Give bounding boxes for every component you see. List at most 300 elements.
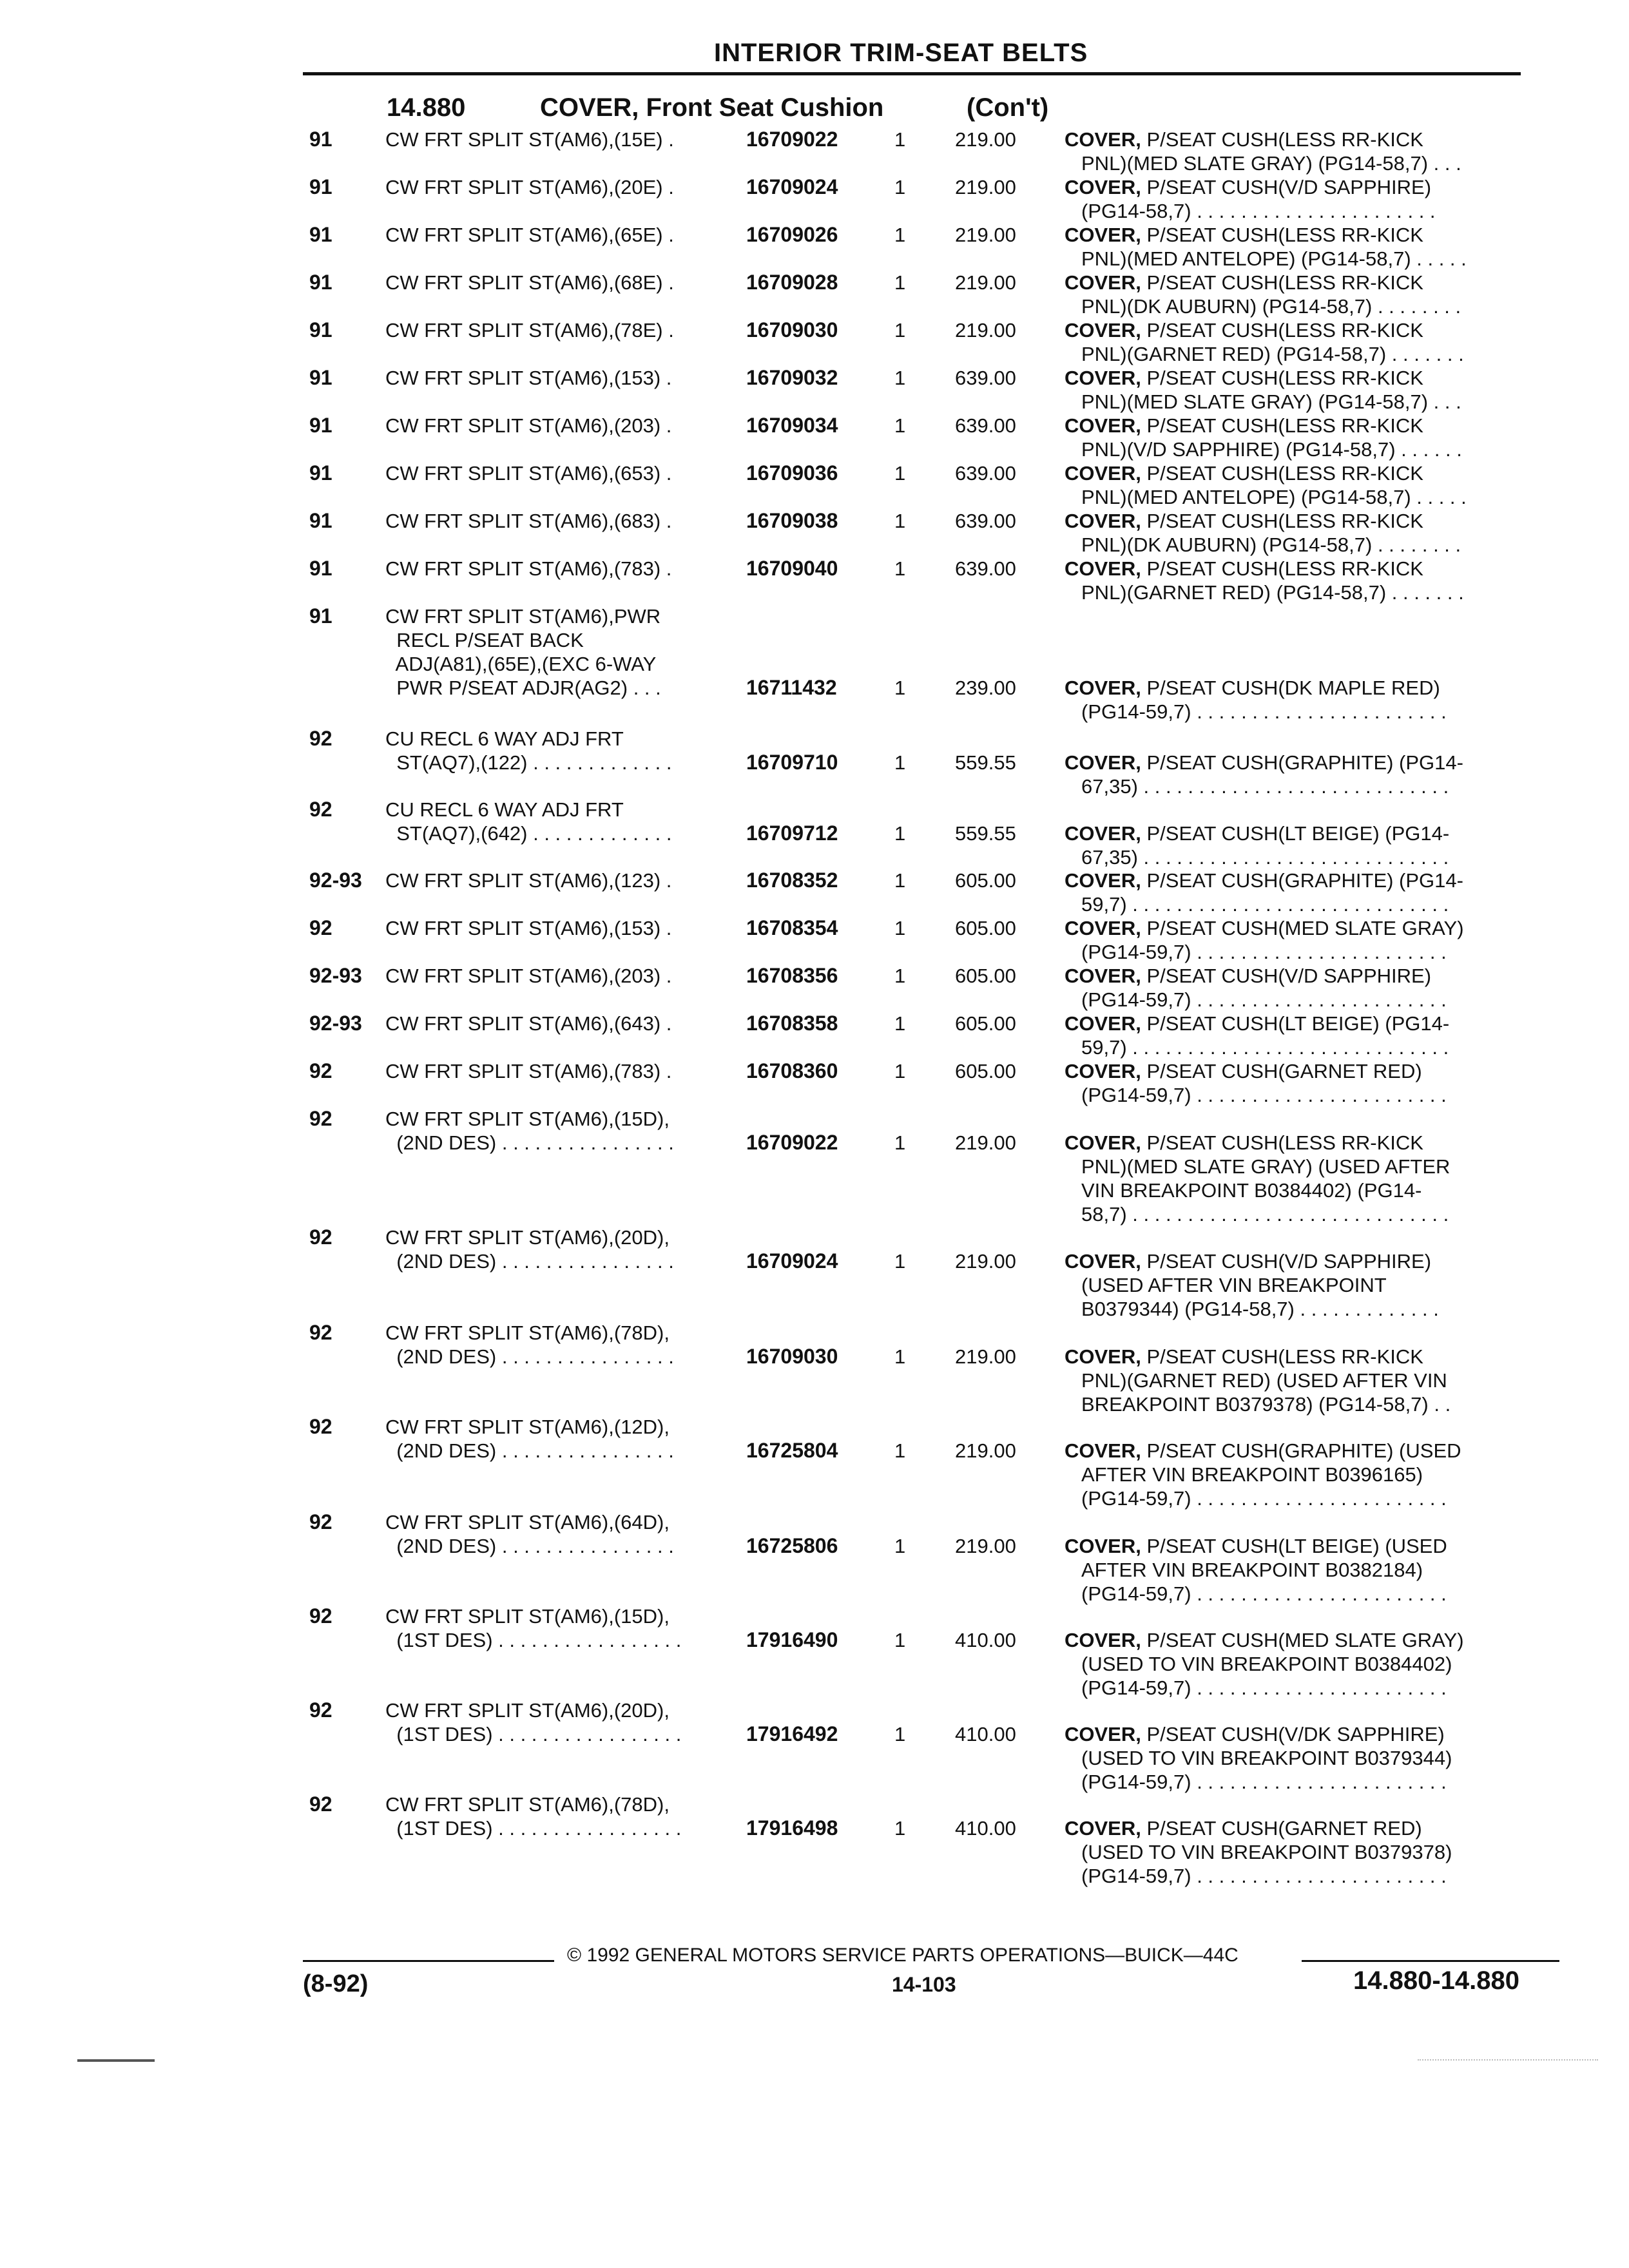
description-lead: COVER, bbox=[1065, 271, 1141, 294]
usage-line: CW FRT SPLIT ST(AM6),(643) . bbox=[385, 1012, 672, 1035]
usage-line: CW FRT SPLIT ST(AM6),(783) . bbox=[385, 1060, 672, 1082]
description-line bbox=[1065, 869, 1528, 892]
price: 239.00 bbox=[955, 677, 1016, 699]
description-line: PNL)(DK AUBURN) (PG14-58,7) . . . . . . . . bbox=[1081, 295, 1461, 318]
description-text: P/SEAT CUSH(LESS RR-KICK bbox=[1146, 414, 1423, 437]
part-description bbox=[1065, 1534, 1528, 1606]
description-line bbox=[1065, 1249, 1528, 1273]
ref-number: 91 bbox=[309, 366, 333, 389]
ref-number: 92 bbox=[309, 1415, 333, 1438]
usage-line: (1ST DES) . . . . . . . . . . . . . . . . . bbox=[385, 1629, 682, 1651]
price: 219.00 bbox=[955, 128, 1016, 151]
usage-line: CW FRT SPLIT ST(AM6),(653) . bbox=[385, 462, 672, 485]
description-line: (PG14-59,7) . . . . . . . . . . . . . . . . . . . . . . . bbox=[1081, 1582, 1447, 1605]
footer-divider-left bbox=[303, 1960, 554, 1962]
description-text: P/SEAT CUSH(LESS RR-KICK bbox=[1146, 510, 1423, 532]
usage-line: (2ND DES) . . . . . . . . . . . . . . . . bbox=[385, 1535, 674, 1557]
usage-line: CW FRT SPLIT ST(AM6),(153) . bbox=[385, 367, 672, 389]
description-line bbox=[1065, 557, 1528, 581]
description-line bbox=[1065, 509, 1528, 533]
description-text: P/SEAT CUSH(GRAPHITE) (USED bbox=[1146, 1439, 1461, 1462]
part-usage bbox=[385, 414, 746, 437]
footer-divider-right bbox=[1302, 1960, 1559, 1962]
description-line: (USED TO VIN BREAKPOINT B0384402) bbox=[1081, 1653, 1452, 1675]
quantity: 1 bbox=[894, 414, 906, 437]
ref-number: 91 bbox=[309, 223, 333, 246]
price: 410.00 bbox=[955, 1723, 1016, 1745]
part-usage bbox=[385, 916, 746, 940]
description-lead: COVER, bbox=[1065, 822, 1141, 845]
part-usage bbox=[385, 1604, 746, 1652]
price: 219.00 bbox=[955, 176, 1016, 198]
price: 219.00 bbox=[955, 271, 1016, 294]
description-line: PNL)(GARNET RED) (PG14-58,7) . . . . . . . bbox=[1081, 581, 1464, 604]
description-lead: COVER, bbox=[1065, 1629, 1141, 1651]
description-line: 67,35) . . . . . . . . . . . . . . . . . . . . . . . . . . . . bbox=[1081, 775, 1449, 798]
part-usage bbox=[385, 509, 746, 533]
quantity: 1 bbox=[894, 510, 906, 532]
usage-line: CW FRT SPLIT ST(AM6),(153) . bbox=[385, 917, 672, 939]
price: 219.00 bbox=[955, 1345, 1016, 1368]
description-line bbox=[1065, 822, 1528, 845]
ref-number: 91 bbox=[309, 318, 333, 341]
quantity: 1 bbox=[894, 1535, 906, 1557]
part-usage bbox=[385, 1510, 746, 1558]
price: 639.00 bbox=[955, 557, 1016, 580]
quantity: 1 bbox=[894, 319, 906, 341]
part-number: 17916492 bbox=[746, 1722, 838, 1745]
description-line: PNL)(MED SLATE GRAY) (USED AFTER bbox=[1081, 1155, 1451, 1178]
part-number: 16709028 bbox=[746, 271, 838, 294]
description-text: P/SEAT CUSH(DK MAPLE RED) bbox=[1146, 677, 1440, 699]
usage-line: CW FRT SPLIT ST(AM6),(203) . bbox=[385, 414, 672, 437]
part-usage bbox=[385, 1321, 746, 1369]
description-text: P/SEAT CUSH(GRAPHITE) (PG14- bbox=[1146, 751, 1463, 774]
part-description bbox=[1065, 822, 1528, 869]
part-description bbox=[1065, 128, 1528, 175]
description-line bbox=[1065, 1628, 1528, 1652]
part-usage bbox=[385, 1059, 746, 1083]
description-lead: COVER, bbox=[1065, 965, 1141, 987]
usage-line: ST(AQ7),(642) . . . . . . . . . . . . . bbox=[385, 822, 672, 845]
description-line bbox=[1065, 1131, 1528, 1155]
description-line: PNL)(GARNET RED) (PG14-58,7) . . . . . . . bbox=[1081, 343, 1464, 365]
description-lead: COVER, bbox=[1065, 1345, 1141, 1368]
usage-line: CW FRT SPLIT ST(AM6),(123) . bbox=[385, 869, 672, 892]
quantity: 1 bbox=[894, 869, 906, 892]
usage-line: CW FRT SPLIT ST(AM6),(15D), bbox=[385, 1605, 670, 1628]
description-line: BREAKPOINT B0379378) (PG14-58,7) . . bbox=[1081, 1393, 1451, 1416]
ref-number: 92 bbox=[309, 1792, 333, 1816]
usage-line: CW FRT SPLIT ST(AM6),PWR bbox=[385, 605, 661, 628]
description-lead: COVER, bbox=[1065, 869, 1141, 892]
usage-line: (2ND DES) . . . . . . . . . . . . . . . . bbox=[385, 1131, 674, 1154]
price: 410.00 bbox=[955, 1817, 1016, 1840]
part-description bbox=[1065, 916, 1528, 964]
quantity: 1 bbox=[894, 822, 906, 845]
description-line: (PG14-59,7) . . . . . . . . . . . . . . . . . . . . . . . bbox=[1081, 1084, 1447, 1106]
quantity: 1 bbox=[894, 1629, 906, 1651]
description-lead: COVER, bbox=[1065, 1250, 1141, 1273]
part-description bbox=[1065, 1249, 1528, 1321]
description-line bbox=[1065, 1012, 1528, 1035]
description-line bbox=[1065, 1439, 1528, 1463]
usage-line: CW FRT SPLIT ST(AM6),(20E) . bbox=[385, 176, 674, 198]
description-text: P/SEAT CUSH(LESS RR-KICK bbox=[1146, 271, 1423, 294]
quantity: 1 bbox=[894, 917, 906, 939]
quantity: 1 bbox=[894, 1060, 906, 1082]
part-number: 16708358 bbox=[746, 1012, 838, 1035]
usage-line: PWR P/SEAT ADJR(AG2) . . . bbox=[385, 677, 661, 699]
part-description bbox=[1065, 751, 1528, 798]
quantity: 1 bbox=[894, 1345, 906, 1368]
part-usage bbox=[385, 557, 746, 581]
description-text: P/SEAT CUSH(V/D SAPPHIRE) bbox=[1146, 965, 1432, 987]
page-number: 14-103 bbox=[892, 1973, 956, 1996]
description-lead: COVER, bbox=[1065, 510, 1141, 532]
description-text: P/SEAT CUSH(LESS RR-KICK bbox=[1146, 367, 1423, 389]
description-line: (USED TO VIN BREAKPOINT B0379378) bbox=[1081, 1841, 1452, 1863]
part-description bbox=[1065, 414, 1528, 461]
description-text: P/SEAT CUSH(LESS RR-KICK bbox=[1146, 557, 1423, 580]
description-text: P/SEAT CUSH(LESS RR-KICK bbox=[1146, 319, 1423, 341]
description-line bbox=[1065, 366, 1528, 390]
description-text: P/SEAT CUSH(GRAPHITE) (PG14- bbox=[1146, 869, 1463, 892]
usage-line: CW FRT SPLIT ST(AM6),(15D), bbox=[385, 1108, 670, 1130]
description-line: 67,35) . . . . . . . . . . . . . . . . . . . . . . . . . . . . bbox=[1081, 846, 1449, 869]
usage-line: (1ST DES) . . . . . . . . . . . . . . . . . bbox=[385, 1817, 682, 1840]
ref-number: 92 bbox=[309, 1107, 333, 1130]
part-description bbox=[1065, 1131, 1528, 1226]
part-description bbox=[1065, 869, 1528, 916]
description-lead: COVER, bbox=[1065, 224, 1141, 246]
part-usage bbox=[385, 223, 746, 247]
ref-number: 92-93 bbox=[309, 964, 362, 987]
description-text: P/SEAT CUSH(V/D SAPPHIRE) bbox=[1146, 1250, 1432, 1273]
description-line: 58,7) . . . . . . . . . . . . . . . . . . . . . . . . . . . . . bbox=[1081, 1203, 1449, 1225]
ref-number: 91 bbox=[309, 175, 333, 198]
copyright-notice: © 1992 GENERAL MOTORS SERVICE PARTS OPERATIONS—BUICK—44C bbox=[567, 1945, 1239, 1966]
usage-line: CW FRT SPLIT ST(AM6),(20D), bbox=[385, 1699, 670, 1722]
part-number: 16708360 bbox=[746, 1059, 838, 1082]
description-line: 59,7) . . . . . . . . . . . . . . . . . . . . . . . . . . . . . bbox=[1081, 893, 1449, 916]
description-line: (USED AFTER VIN BREAKPOINT bbox=[1081, 1274, 1387, 1296]
usage-line: CW FRT SPLIT ST(AM6),(64D), bbox=[385, 1511, 670, 1533]
description-line: PNL)(MED SLATE GRAY) (PG14-58,7) . . . bbox=[1081, 152, 1461, 175]
part-number: 16709026 bbox=[746, 223, 838, 246]
part-description bbox=[1065, 964, 1528, 1012]
quantity: 1 bbox=[894, 176, 906, 198]
part-description bbox=[1065, 1012, 1528, 1059]
description-line: B0379344) (PG14-58,7) . . . . . . . . . . . . . bbox=[1081, 1298, 1439, 1320]
description-lead: COVER, bbox=[1065, 1131, 1141, 1154]
part-usage bbox=[385, 1415, 746, 1463]
description-lead: COVER, bbox=[1065, 917, 1141, 939]
part-usage bbox=[385, 1792, 746, 1840]
description-text: P/SEAT CUSH(LT BEIGE) (USED bbox=[1146, 1535, 1447, 1557]
ref-number: 92 bbox=[309, 1698, 333, 1722]
description-line: PNL)(GARNET RED) (USED AFTER VIN bbox=[1081, 1369, 1447, 1392]
part-number: 16709030 bbox=[746, 318, 838, 341]
description-line: (PG14-59,7) . . . . . . . . . . . . . . . . . . . . . . . bbox=[1081, 1771, 1447, 1793]
description-line: AFTER VIN BREAKPOINT B0382184) bbox=[1081, 1559, 1423, 1581]
part-usage bbox=[385, 128, 746, 151]
part-number: 16709036 bbox=[746, 461, 838, 485]
usage-line: (2ND DES) . . . . . . . . . . . . . . . . bbox=[385, 1250, 674, 1273]
description-text: P/SEAT CUSH(LESS RR-KICK bbox=[1146, 224, 1423, 246]
section-title: COVER, Front Seat Cushion bbox=[540, 93, 884, 122]
part-description bbox=[1065, 366, 1528, 414]
description-lead: COVER, bbox=[1065, 128, 1141, 151]
ref-number: 92 bbox=[309, 1321, 333, 1344]
part-usage bbox=[385, 366, 746, 390]
description-line: PNL)(MED ANTELOPE) (PG14-58,7) . . . . . bbox=[1081, 486, 1467, 508]
part-usage bbox=[385, 461, 746, 485]
description-line: PNL)(MED ANTELOPE) (PG14-58,7) . . . . . bbox=[1081, 247, 1467, 270]
part-number: 16709712 bbox=[746, 822, 838, 845]
ref-number: 91 bbox=[309, 557, 333, 580]
part-description bbox=[1065, 557, 1528, 604]
price: 605.00 bbox=[955, 1060, 1016, 1082]
revision-date: (8-92) bbox=[303, 1970, 369, 1997]
scan-artifact-dots bbox=[1418, 2059, 1598, 2062]
ref-number: 91 bbox=[309, 461, 333, 485]
part-description bbox=[1065, 1439, 1528, 1510]
description-line bbox=[1065, 751, 1528, 774]
part-number: 16725806 bbox=[746, 1534, 838, 1557]
price: 605.00 bbox=[955, 869, 1016, 892]
description-text: P/SEAT CUSH(LESS RR-KICK bbox=[1146, 128, 1423, 151]
description-lead: COVER, bbox=[1065, 462, 1141, 485]
part-usage bbox=[385, 271, 746, 294]
description-line bbox=[1065, 175, 1528, 199]
quantity: 1 bbox=[894, 751, 906, 774]
description-line bbox=[1065, 461, 1528, 485]
ref-number: 91 bbox=[309, 271, 333, 294]
price: 605.00 bbox=[955, 917, 1016, 939]
part-usage bbox=[385, 727, 746, 774]
part-number: 16709024 bbox=[746, 1249, 838, 1273]
part-usage bbox=[385, 318, 746, 342]
part-description bbox=[1065, 1059, 1528, 1107]
quantity: 1 bbox=[894, 1012, 906, 1035]
usage-line: CW FRT SPLIT ST(AM6),(65E) . bbox=[385, 224, 674, 246]
ref-number: 92-93 bbox=[309, 869, 362, 892]
part-usage bbox=[385, 604, 746, 700]
usage-line: CW FRT SPLIT ST(AM6),(78E) . bbox=[385, 319, 674, 341]
price: 219.00 bbox=[955, 1131, 1016, 1154]
description-line: 59,7) . . . . . . . . . . . . . . . . . . . . . . . . . . . . . bbox=[1081, 1036, 1449, 1059]
quantity: 1 bbox=[894, 677, 906, 699]
part-usage bbox=[385, 1225, 746, 1273]
usage-line: CW FRT SPLIT ST(AM6),(78D), bbox=[385, 1321, 670, 1344]
section-range: 14.880-14.880 bbox=[1353, 1966, 1520, 1995]
description-text: P/SEAT CUSH(V/DK SAPPHIRE) bbox=[1146, 1723, 1445, 1745]
price: 559.55 bbox=[955, 822, 1016, 845]
description-line: PNL)(DK AUBURN) (PG14-58,7) . . . . . . . . bbox=[1081, 533, 1461, 556]
quantity: 1 bbox=[894, 367, 906, 389]
description-lead: COVER, bbox=[1065, 557, 1141, 580]
description-line: (PG14-58,7) . . . . . . . . . . . . . . . . . . . . . . bbox=[1081, 200, 1436, 222]
part-description bbox=[1065, 676, 1528, 724]
description-line bbox=[1065, 1534, 1528, 1558]
usage-line: CW FRT SPLIT ST(AM6),(68E) . bbox=[385, 271, 674, 294]
part-description bbox=[1065, 175, 1528, 223]
price: 639.00 bbox=[955, 414, 1016, 437]
usage-line: RECL P/SEAT BACK bbox=[385, 629, 584, 651]
description-line: (PG14-59,7) . . . . . . . . . . . . . . . . . . . . . . . bbox=[1081, 1677, 1447, 1699]
section-number: 14.880 bbox=[387, 93, 466, 122]
description-line bbox=[1065, 318, 1528, 342]
price: 219.00 bbox=[955, 1535, 1016, 1557]
description-line: (PG14-59,7) . . . . . . . . . . . . . . . . . . . . . . . bbox=[1081, 700, 1447, 723]
part-number: 16709032 bbox=[746, 366, 838, 389]
part-number: 16708354 bbox=[746, 916, 838, 939]
part-usage bbox=[385, 869, 746, 892]
price: 219.00 bbox=[955, 224, 1016, 246]
description-line: (USED TO VIN BREAKPOINT B0379344) bbox=[1081, 1747, 1452, 1769]
quantity: 1 bbox=[894, 1131, 906, 1154]
description-text: P/SEAT CUSH(LESS RR-KICK bbox=[1146, 1131, 1423, 1154]
description-text: P/SEAT CUSH(MED SLATE GRAY) bbox=[1146, 1629, 1464, 1651]
ref-number: 92 bbox=[309, 798, 333, 821]
description-line bbox=[1065, 1345, 1528, 1369]
quantity: 1 bbox=[894, 271, 906, 294]
ref-number: 92 bbox=[309, 1225, 333, 1249]
part-description bbox=[1065, 223, 1528, 271]
description-line bbox=[1065, 916, 1528, 940]
quantity: 1 bbox=[894, 462, 906, 485]
usage-line: CW FRT SPLIT ST(AM6),(78D), bbox=[385, 1793, 670, 1816]
usage-line: CW FRT SPLIT ST(AM6),(20D), bbox=[385, 1226, 670, 1249]
part-number: 16709030 bbox=[746, 1345, 838, 1368]
quantity: 1 bbox=[894, 557, 906, 580]
description-line: PNL)(V/D SAPPHIRE) (PG14-58,7) . . . . . . bbox=[1081, 438, 1462, 461]
usage-line: CW FRT SPLIT ST(AM6),(683) . bbox=[385, 510, 672, 532]
description-lead: COVER, bbox=[1065, 677, 1141, 699]
ref-number: 91 bbox=[309, 128, 333, 151]
description-line: VIN BREAKPOINT B0384402) (PG14- bbox=[1081, 1179, 1422, 1202]
price: 605.00 bbox=[955, 1012, 1016, 1035]
ref-number: 92 bbox=[309, 916, 333, 939]
part-number: 16725804 bbox=[746, 1439, 838, 1462]
price: 605.00 bbox=[955, 965, 1016, 987]
ref-number: 92-93 bbox=[309, 1012, 362, 1035]
price: 219.00 bbox=[955, 1250, 1016, 1273]
description-text: P/SEAT CUSH(LT BEIGE) (PG14- bbox=[1146, 822, 1450, 845]
part-number: 16708352 bbox=[746, 869, 838, 892]
usage-line: CU RECL 6 WAY ADJ FRT bbox=[385, 727, 624, 750]
quantity: 1 bbox=[894, 1723, 906, 1745]
part-number: 16709022 bbox=[746, 128, 838, 151]
part-number: 16709710 bbox=[746, 751, 838, 774]
part-usage bbox=[385, 175, 746, 199]
ref-number: 92 bbox=[309, 1510, 333, 1533]
part-usage bbox=[385, 964, 746, 988]
description-line bbox=[1065, 271, 1528, 294]
description-line bbox=[1065, 1722, 1528, 1746]
description-lead: COVER, bbox=[1065, 176, 1141, 198]
ref-number: 91 bbox=[309, 414, 333, 437]
part-description bbox=[1065, 318, 1528, 366]
usage-line: CW FRT SPLIT ST(AM6),(203) . bbox=[385, 965, 672, 987]
description-lead: COVER, bbox=[1065, 1439, 1141, 1462]
part-usage bbox=[385, 1107, 746, 1155]
ref-number: 92 bbox=[309, 727, 333, 750]
usage-line: (1ST DES) . . . . . . . . . . . . . . . . . bbox=[385, 1723, 682, 1745]
quantity: 1 bbox=[894, 224, 906, 246]
description-text: P/SEAT CUSH(GARNET RED) bbox=[1146, 1060, 1422, 1082]
description-text: P/SEAT CUSH(MED SLATE GRAY) bbox=[1146, 917, 1464, 939]
quantity: 1 bbox=[894, 1817, 906, 1840]
part-number: 17916490 bbox=[746, 1628, 838, 1651]
usage-line: (2ND DES) . . . . . . . . . . . . . . . . bbox=[385, 1345, 674, 1368]
usage-line: CW FRT SPLIT ST(AM6),(783) . bbox=[385, 557, 672, 580]
description-text: P/SEAT CUSH(V/D SAPPHIRE) bbox=[1146, 176, 1432, 198]
part-description bbox=[1065, 461, 1528, 509]
description-text: P/SEAT CUSH(LESS RR-KICK bbox=[1146, 1345, 1423, 1368]
description-line bbox=[1065, 1816, 1528, 1840]
part-usage bbox=[385, 1012, 746, 1035]
description-line: (PG14-59,7) . . . . . . . . . . . . . . . . . . . . . . . bbox=[1081, 941, 1447, 963]
part-description bbox=[1065, 1345, 1528, 1416]
part-number: 17916498 bbox=[746, 1816, 838, 1840]
price: 410.00 bbox=[955, 1629, 1016, 1651]
description-lead: COVER, bbox=[1065, 1535, 1141, 1557]
usage-line: CW FRT SPLIT ST(AM6),(15E) . bbox=[385, 128, 674, 151]
price: 219.00 bbox=[955, 1439, 1016, 1462]
quantity: 1 bbox=[894, 1439, 906, 1462]
part-usage bbox=[385, 798, 746, 845]
ref-number: 92 bbox=[309, 1059, 333, 1082]
part-description bbox=[1065, 509, 1528, 557]
ref-number: 91 bbox=[309, 509, 333, 532]
price: 559.55 bbox=[955, 751, 1016, 774]
quantity: 1 bbox=[894, 128, 906, 151]
description-line bbox=[1065, 414, 1528, 437]
part-description bbox=[1065, 1628, 1528, 1700]
part-number: 16709024 bbox=[746, 175, 838, 198]
price: 219.00 bbox=[955, 319, 1016, 341]
price: 639.00 bbox=[955, 462, 1016, 485]
description-line: AFTER VIN BREAKPOINT B0396165) bbox=[1081, 1463, 1423, 1486]
part-description bbox=[1065, 1722, 1528, 1794]
description-line bbox=[1065, 964, 1528, 988]
description-line bbox=[1065, 676, 1528, 700]
price: 639.00 bbox=[955, 367, 1016, 389]
description-line bbox=[1065, 223, 1528, 247]
quantity: 1 bbox=[894, 965, 906, 987]
description-lead: COVER, bbox=[1065, 1060, 1141, 1082]
description-text: P/SEAT CUSH(LESS RR-KICK bbox=[1146, 462, 1423, 485]
description-lead: COVER, bbox=[1065, 1817, 1141, 1840]
usage-line: ST(AQ7),(122) . . . . . . . . . . . . . bbox=[385, 751, 672, 774]
scan-artifact bbox=[77, 2059, 155, 2062]
part-number: 16709040 bbox=[746, 557, 838, 580]
description-line: (PG14-59,7) . . . . . . . . . . . . . . . . . . . . . . . bbox=[1081, 1487, 1447, 1510]
section-continued: (Con't) bbox=[967, 93, 1049, 122]
part-number: 16709034 bbox=[746, 414, 838, 437]
description-line: PNL)(MED SLATE GRAY) (PG14-58,7) . . . bbox=[1081, 390, 1461, 413]
part-description bbox=[1065, 271, 1528, 318]
description-lead: COVER, bbox=[1065, 367, 1141, 389]
part-description bbox=[1065, 1816, 1528, 1888]
part-number: 16709038 bbox=[746, 509, 838, 532]
part-number: 16709022 bbox=[746, 1131, 838, 1154]
description-line bbox=[1065, 128, 1528, 151]
price: 639.00 bbox=[955, 510, 1016, 532]
description-text: P/SEAT CUSH(GARNET RED) bbox=[1146, 1817, 1422, 1840]
